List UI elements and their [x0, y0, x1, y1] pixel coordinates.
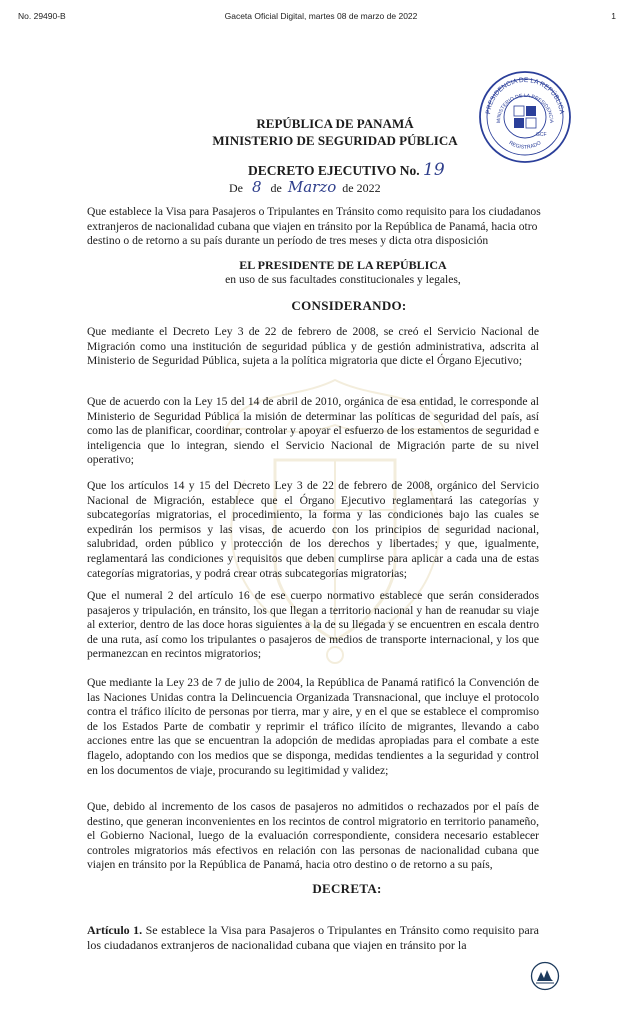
decree-handwritten-number: 19: [423, 160, 445, 180]
seal-inner-text: MINISTERIO DE LA PRESIDENCIA: [495, 92, 555, 124]
considerando-paragraph: Que los artículos 14 y 15 del Decreto Ley 3 de 22 de febrero de 2008, orgánico del Servicio Nacional de Migración, establece que el Órgano Ejecutivo reglamentará las categorías y subcategorías migratorias, el procedimiento, la forma y las condiciones bajo las cuales se expedirán los permisos y las visas, de acuerdo con los principios de seguridad nacional, salubridad, orden público y protección de los derechos y libertades; y que, igualmente, reglamentará las condiciones y requisitos que deben cumplirse para aplicar a cada una de estas categorías migratorias, y podrá crear otras subcategorías migratorias;: [87, 479, 539, 580]
president-heading: EL PRESIDENTE DE LA REPÚBLICA: [239, 258, 447, 272]
gazette-number: No. 29490-B: [18, 11, 66, 21]
date-year: de 2022: [342, 181, 381, 195]
page-number: 1: [611, 11, 616, 21]
date-de-1: De: [229, 181, 243, 195]
considerando-paragraph: Que mediante el Decreto Ley 3 de 22 de febrero de 2008, se creó el Servicio Nacional de Migración como una institución de seguridad pública y de gestión administrativa, adscrita al Ministerio de Seguridad Pública, sujeta a la política migratoria que dicte el Órgano Ejecutivo;: [87, 325, 539, 368]
decreta-heading: DECRETA:: [312, 881, 382, 896]
article-1-text: Se establece la Visa para Pasajeros o Tripulantes en Tránsito como requisito para los ciudadanos extranjeros de nacionalidad cubana que viajen en tránsito por la: [87, 923, 540, 952]
considerando-heading: CONSIDERANDO:: [291, 298, 407, 313]
date-month: Marzo: [287, 178, 337, 196]
seal-bottom-text: REGISTRADO: [507, 140, 543, 151]
decree-number: [248, 160, 445, 180]
decree-subject: Que establece la Visa para Pasajeros o Tripulantes en Tránsito como requisito para los ciudadanos extranjeros de nacionalidad cubana que viajen en tránsito por la República de Panamá, hacia otro destino o de retorno a su país durante un período de tres meses y dicta otra disposición: [87, 205, 541, 248]
decree-date: [229, 178, 381, 196]
republic-title: REPÚBLICA DE PANAMÁ: [256, 116, 414, 131]
seal-center-label: GCF: [536, 132, 547, 138]
decree-label: DECRETO EJECUTIVO No.: [248, 163, 420, 178]
seal-outer-text: PRESIDENCIA DE LA REPÚBLICA: [485, 76, 565, 115]
considerando-paragraph: Que mediante la Ley 23 de 7 de julio de 2004, la República de Panamá ratificó la Convención de las Naciones Unidas contra la Delincuencia Organizada Transnacional, que incluye el protocolo contra el tráfico ilícito de personas por tierra, mar y aire, y en el que se establece el compromiso de los Estados Parte de combatir y reprimir el tráfico ilícito de migrantes, llevando a cabo acciones entre las que se encuentran la adopción de medidas apropiadas para el combate a este flagelo, adoptando con los medios que se disponga, medidas tendientes a la seguridad y control en los documentos de viaje, procurando su legitimidad y validez;: [87, 676, 539, 777]
faculties-line: en uso de sus facultades constitucionales y legales,: [225, 273, 461, 286]
article-1: [87, 923, 539, 953]
considerando-paragraph: Que, debido al incremento de los casos de pasajeros no admitidos o rechazados por el país de destino, que generan inconvenientes en los recintos de control migratorio en territorio panameño, el Gobierno Nacional, luego de la evaluación correspondiente, considera necesario establecer controles migratorios más efectivos en relación con las personas de nacionalidad cubana que viajen en tránsito por la República de Panamá, hacia otro destino o de retorno a su país,: [87, 800, 539, 872]
date-day: 8: [252, 178, 262, 196]
date-de-2: de: [270, 181, 282, 195]
ministry-title: MINISTERIO DE SEGURIDAD PÚBLICA: [212, 133, 458, 148]
gazette-title: Gaceta Oficial Digital, martes 08 de marzo de 2022: [224, 11, 418, 21]
gazette-logo-icon: [530, 961, 560, 991]
considerando-paragraph: Que de acuerdo con la Ley 15 del 14 de abril de 2010, orgánica de esa entidad, le corresponde al Ministerio de Seguridad Pública la misión de determinar las políticas de seguridad del país, así como las de planificar, coordinar, controlar y apoyar el esfuerzo de los estamentos de seguridad e inteligencia que lo integran, siendo el Servicio Nacional de Migración parte de su nivel operativo;: [87, 395, 539, 467]
article-1-label: Artículo 1.: [87, 923, 143, 937]
considerando-paragraph: Que el numeral 2 del artículo 16 de ese cuerpo normativo establece que serán considerados pasajeros y tripulación, en tránsito, los que llegan a territorio nacional y han de reanudar su viaje al exterior, dentro de las doce horas siguientes a la de su llegada y se encuentren en escala dentro de una ruta, así como los tripulantes o pasajeros de medios de transporte internacional, y los que permanezcan en recintos migratorios;: [87, 589, 539, 661]
